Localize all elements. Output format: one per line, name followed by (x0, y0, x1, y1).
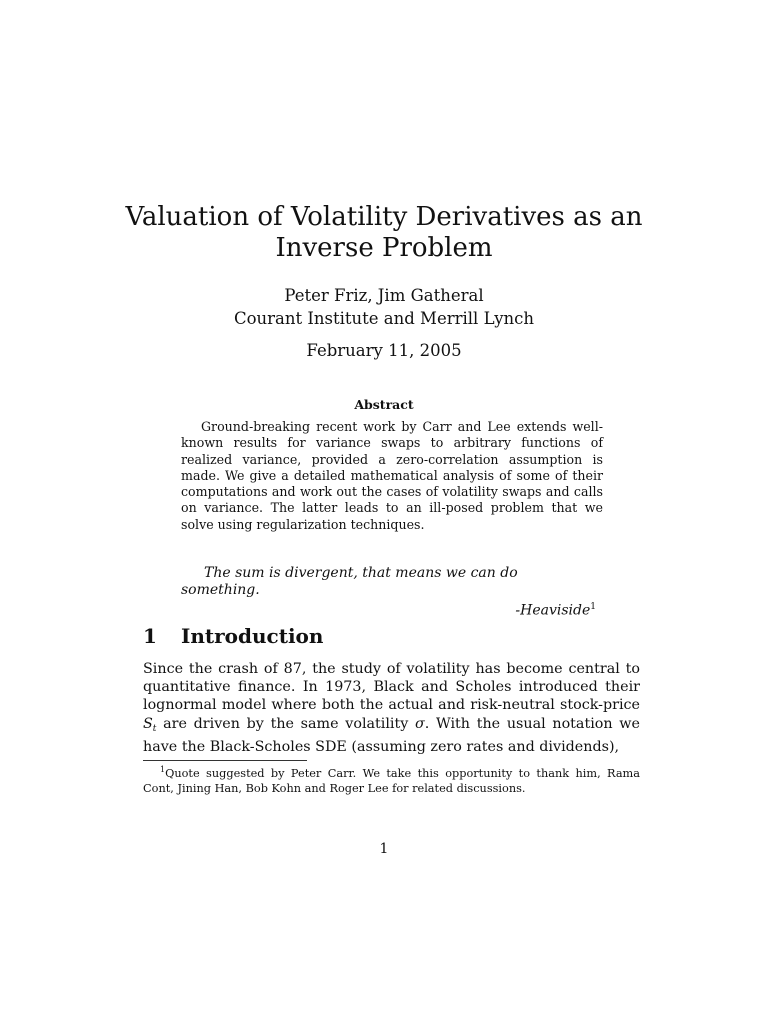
intro-text-part-2: are driven by the same volatility (156, 715, 416, 732)
footnote-text: Quote suggested by Peter Carr. We take this opportunity to thank him, Rama Cont, Jining Han, Bob Kohn and Roger Lee for related discussions. (143, 766, 640, 795)
intro-text-part-3: . With the usual notation we have the Black-Scholes SDE (assuming zero rates and dividends), (143, 715, 640, 755)
epigraph (181, 565, 596, 620)
section-title: Introduction (181, 624, 324, 648)
footnote-number: 1 (160, 765, 166, 774)
footnote-rule (143, 760, 307, 761)
author-names: Peter Friz, Jim Gatheral (284, 286, 484, 305)
intro-paragraph (143, 660, 640, 756)
footnote-mark: 1 (590, 602, 596, 612)
epigraph-attribution (181, 599, 596, 620)
epigraph-text: The sum is divergent, that means we can do something. (181, 565, 518, 598)
abstract-text: Ground-breaking recent work by Carr and Lee extends well-known results for variance swaps to arbitrary functions of realized variance, provided a zero-correlation assumption is made. We give a detailed mathematical analysis of some of their computations and work out the cases of volatility swaps and calls on variance. The latter leads to an ill-posed problem that we solve using regularization techniques. (181, 419, 603, 532)
math-var-s: S (143, 715, 153, 732)
section-number: 1 (143, 624, 157, 648)
page-number: 1 (379, 841, 389, 857)
author-affiliation: Courant Institute and Merrill Lynch (233, 309, 535, 328)
paper-title (120, 202, 648, 264)
section-heading (143, 624, 323, 648)
intro-text-part-1: Since the crash of 87, the study of volatility has become central to quantitative finance. In 1973, Black and Scholes introduced their lognormal model where both the actual and risk-neutral stock-price (143, 661, 640, 714)
title-line-2: Inverse Problem (275, 233, 493, 263)
footnote (143, 762, 640, 796)
paper-date: February 11, 2005 (306, 341, 462, 360)
title-line-1: Valuation of Volatility Derivatives as an (125, 202, 643, 232)
math-sub-t: t (152, 723, 157, 734)
math-var-sigma: σ (415, 715, 425, 732)
author-block (120, 284, 648, 330)
abstract-heading: Abstract (354, 397, 414, 412)
epigraph-author: -Heaviside (515, 602, 591, 619)
